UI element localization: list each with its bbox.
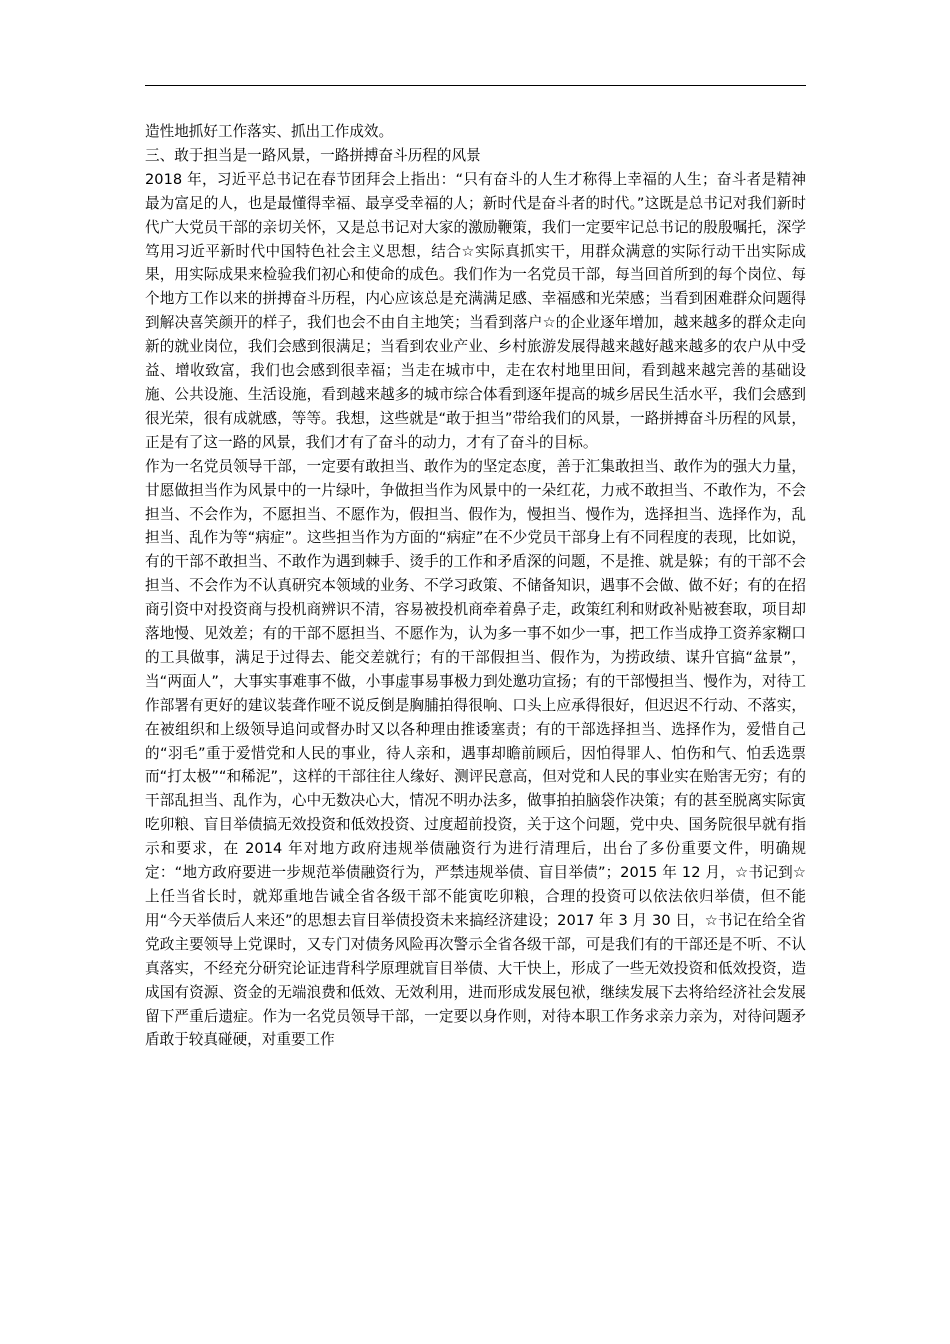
paragraph: 2018 年，习近平总书记在春节团拜会上指出：“只有奋斗的人生才称得上幸福的人生；奋斗者是精神最为富足的人，也是最懂得幸福、最享受幸福的人；新时代是奋斗者的时代。”这既是总书记对我们新时代广大党员干部的亲切关怀，又是总书记对大家的激励鞭策，我们一定要牢记总书记的殷殷嘱托，深学笃用习近平新时代中国特色社会主义思想，结合☆实际真抓实干，用群众满意的实际行动干出实际成果，用实际成果来检验我们初心和使命的成色。我们作为一名党员干部，每当回首所到的每个岗位、每个地方工作以来的拼搏奋斗历程，内心应该总是充满满足感、幸福感和光荣感；当看到困难群众问题得到解决喜笑颜开的样子，我们也会不由自主地笑；当看到落户☆的企业逐年增加，越来越多的群众走向新的就业岗位，我们会感到很满足；当看到农业产业、乡村旅游发展得越来越好越来越多的农户从中受益、增收致富，我们也会感到很幸福；当走在城市中，走在农村地里田间，看到越来越完善的基础设施、公共设施、生活设施，看到越来越多的城市综合体看到逐年提高的城乡居民生活水平，我们会感到很光荣，很有成就感，等等。我想，这些就是“敢于担当”带给我们的风景，一路拼搏奋斗历程的风景，正是有了这一路的风景，我们才有了奋斗的动力，才有了奋斗的目标。 (145, 170, 806, 451)
document-body (145, 120, 806, 1052)
section-heading: 三、敢于担当是一路风景，一路拼搏奋斗历程的风景 (145, 146, 481, 164)
header-rule (145, 85, 806, 86)
paragraph: 作为一名党员领导干部，一定要有敢担当、敢作为的坚定态度，善于汇集敢担当、敢作为的强大力量，甘愿做担当作为风景中的一片绿叶，争做担当作为风景中的一朵红花，力戒不敢担当、不敢作为，不会担当、不会作为，不愿担当、不愿作为，假担当、假作为，慢担当、慢作为，选择担当、选择作为，乱担当、乱作为等“病症”。这些担当作为方面的“病症”在不少党员干部身上有不同程度的表现，比如说，有的干部不敢担当、不敢作为遇到棘手、烫手的工作和矛盾深的问题，不是推、就是躲；有的干部不会担当、不会作为不认真研究本领域的业务、不学习政策、不储备知识，遇事不会做、做不好；有的在招商引资中对投资商与投机商辨识不清，容易被投机商牵着鼻子走，政策红利和财政补贴被套取，项目却落地慢、见效差；有的干部不愿担当、不愿作为，认为多一事不如少一事，把工作当成挣工资养家糊口的工具做事，满足于过得去、能交差就行；有的干部假担当、假作为，为捞政绩、谋升官搞“盆景”，当“两面人”，大事实事难事不做，小事虚事易事极力到处邀功宣扬；有的干部慢担当、慢作为，对待工作部署有更好的建议装聋作哑不说反倒是胸脯拍得很响、口头上应承得很好，但迟迟不行动、不落实，在被组织和上级领导追问或督办时又以各种理由推诿塞责；有的干部选择担当、选择作为，爱惜自己的“羽毛”重于爱惜党和人民的事业，待人亲和，遇事却瞻前顾后，因怕得罪人、怕伤和气、怕丢选票而“打太极”“和稀泥”，这样的干部往往人缘好、测评民意高，但对党和人民的事业实在贻害无穷；有的干部乱担当、乱作为，心中无数决心大，情况不明办法多，做事拍拍脑袋作决策；有的甚至脱离实际寅吃卯粮、盲目举债搞无效投资和低效投资、过度超前投资，关于这个问题，党中央、国务院很早就有指示和要求，在 2014 年对地方政府违规举债融资行为进行清理后，出台了多份重要文件，明确规定：“地方政府要进一步规范举债融资行为，严禁违规举债、盲目举债”；2015 年 12 月，☆书记到☆上任当省长时，就郑重地告诫全省各级干部不能寅吃卯粮，合理的投资可以依法依归举债，但不能用“今天举债后人来还”的思想去盲目举债投资未来搞经济建设；2017 年 3 月 30 日，☆书记在给全省党政主要领导上党课时，又专门对债务风险再次警示全省各级干部，可是我们有的干部还是不听、不认真落实，不经充分研究论证违背科学原理就盲目举债、大干快上，形成了一些无效投资和低效投资，造成国有资源、资金的无端浪费和低效、无效利用，进而形成发展包袱，继续发展下去将给经济社会发展留下严重后遗症。作为一名党员领导干部，一定要以身作则，对待本职工作务求亲力亲为，对待问题矛盾敢于较真碰硬，对重要工作 (145, 457, 806, 1049)
paragraph-continuation: 造性地抓好工作落实、抓出工作成效。 (145, 123, 394, 140)
